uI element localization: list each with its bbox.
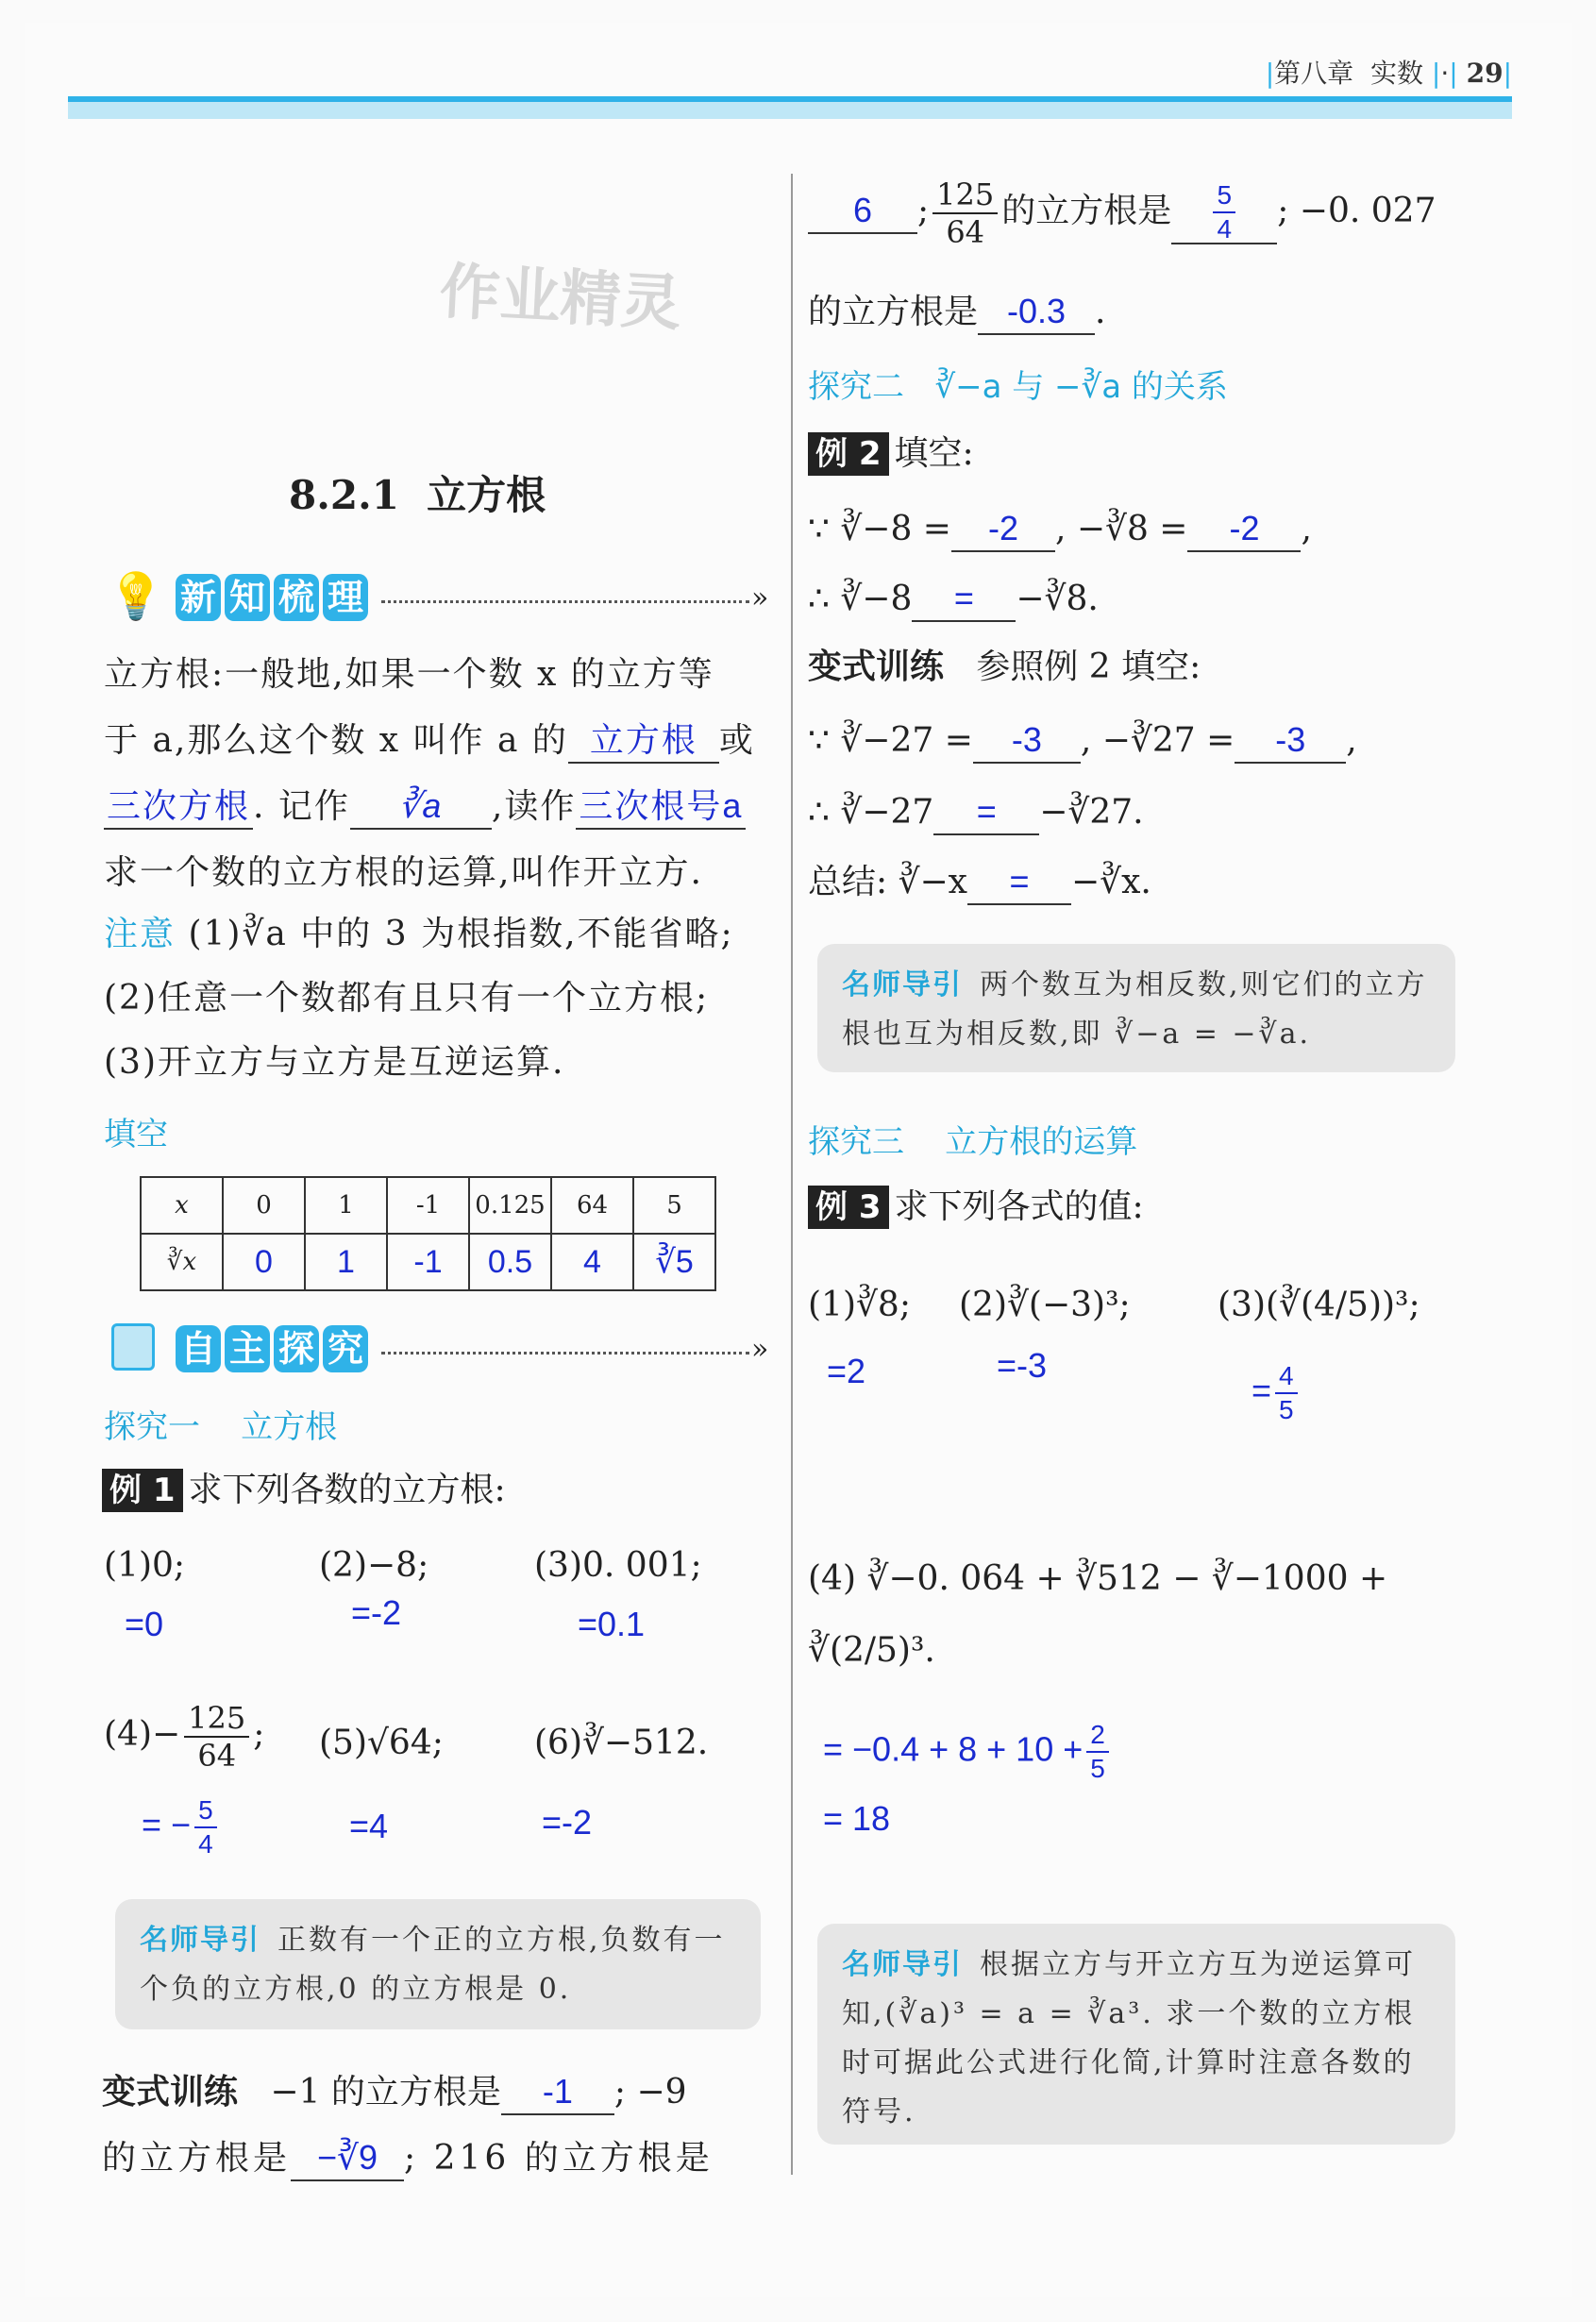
answer-line: = −0.4 + 8 + 10 + bbox=[823, 1729, 1084, 1769]
table-cell: 64 bbox=[551, 1177, 633, 1234]
header-bar-light bbox=[68, 102, 1512, 119]
ex3-a4-line1 bbox=[823, 1722, 1113, 1782]
def-text: 或 bbox=[718, 721, 755, 760]
text: 的立方根是 bbox=[808, 293, 979, 331]
numerator: 125 bbox=[184, 1703, 249, 1738]
table-header: x bbox=[141, 1177, 223, 1234]
variant2-heading bbox=[808, 644, 1201, 691]
section-title: 8.2.1 立方根 bbox=[289, 472, 546, 518]
ex3-a2: =-3 bbox=[997, 1346, 1048, 1385]
self-explore-banner bbox=[108, 1321, 768, 1378]
table-answer: 0.5 bbox=[469, 1234, 551, 1290]
note-label: 名师导引 bbox=[140, 1924, 260, 1957]
banner-char: 究 bbox=[323, 1325, 368, 1372]
ex1-a2: =-2 bbox=[351, 1593, 402, 1632]
fill-table bbox=[140, 1176, 716, 1291]
answer-blank: 6 bbox=[808, 189, 917, 234]
ex1-a1: =0 bbox=[125, 1605, 164, 1643]
banner-char: 主 bbox=[225, 1325, 270, 1372]
note-line-1 bbox=[104, 902, 783, 967]
math-text: −∛8. bbox=[1016, 580, 1099, 618]
note-label: 注意 bbox=[104, 915, 176, 953]
fraction bbox=[1213, 182, 1235, 243]
table-answer: 4 bbox=[551, 1234, 633, 1290]
numerator: 5 bbox=[1213, 182, 1235, 213]
definition-block bbox=[104, 642, 774, 906]
def-text: ,读作 bbox=[491, 787, 577, 826]
v2-line-2 bbox=[808, 789, 1144, 836]
watermark: 作业精灵 bbox=[437, 257, 683, 340]
example-badge: 例 3 bbox=[808, 1186, 889, 1229]
answer-blank: ∛a bbox=[350, 784, 492, 830]
notes-block bbox=[104, 902, 783, 1095]
ex1-q4: (4)− $\frac{125}{64}$ ; bbox=[104, 1700, 265, 1774]
example2-heading bbox=[808, 430, 974, 478]
math-text: ∴ ∛−27 bbox=[808, 793, 934, 832]
question-text: (4)− bbox=[104, 1715, 181, 1754]
ex3-q4b: ∛(2/5)³. bbox=[808, 1631, 935, 1670]
answer-blank: 三次根号a bbox=[576, 784, 746, 830]
banner-char: 自 bbox=[176, 1325, 221, 1372]
page-number: 29 bbox=[1466, 58, 1504, 89]
banner-char: 新 bbox=[176, 574, 221, 621]
table-cell: 1 bbox=[305, 1177, 387, 1234]
lightbulb-icon: 💡 bbox=[108, 570, 164, 623]
text: 的立方根是 bbox=[1001, 192, 1172, 230]
note-label: 名师导引 bbox=[842, 968, 963, 1001]
example-text: 填空: bbox=[894, 434, 974, 473]
ex3-a1: =2 bbox=[827, 1352, 866, 1390]
banner-dots bbox=[381, 600, 749, 603]
fraction bbox=[184, 1700, 249, 1774]
def-line-4: 求一个数的立方根的运算,叫作开立方. bbox=[104, 853, 703, 892]
chapter-title: 实数 bbox=[1369, 58, 1423, 89]
table-row bbox=[141, 1234, 715, 1290]
note-text: (1)∛a 中的 3 为根指数,不能省略; bbox=[188, 915, 734, 953]
math-text: 总结: ∛−x bbox=[808, 863, 967, 901]
ex3-q4: (4) ∛−0. 064 + ∛512 − ∛−1000 + bbox=[808, 1559, 1388, 1598]
ex3-q3: (3)(∛(4/5))³; bbox=[1218, 1286, 1420, 1324]
banner-dots bbox=[381, 1352, 749, 1354]
book-icon bbox=[111, 1323, 155, 1371]
ex1-a4 bbox=[142, 1797, 221, 1858]
denominator: 4 bbox=[1217, 214, 1233, 244]
math-text: −∛x. bbox=[1070, 863, 1151, 901]
math-text: ∵ ∛−8 = bbox=[808, 510, 951, 548]
variant-text: −1 的立方根是 bbox=[270, 2073, 501, 2112]
numerator: 4 bbox=[1275, 1363, 1298, 1394]
answer-blank: = bbox=[912, 577, 1016, 622]
answer-blank: -2 bbox=[1187, 507, 1301, 552]
v2-line-1: ∵ ∛−27 = -3 , −∛27 = -3 , bbox=[808, 717, 1357, 765]
table-answer: ∛5 bbox=[633, 1234, 715, 1290]
table-answer: 1 bbox=[305, 1234, 387, 1290]
math-text: , −∛8 = bbox=[1054, 510, 1188, 548]
variant-label: 变式训练 bbox=[102, 2073, 239, 2112]
ex1-q5: (5)√64; bbox=[319, 1724, 444, 1762]
ex1-a3: =0.1 bbox=[578, 1605, 646, 1643]
example-text: 求下列各数的立方根: bbox=[188, 1471, 506, 1509]
answer-prefix: = bbox=[1252, 1371, 1272, 1410]
header-sep: · bbox=[1440, 58, 1450, 89]
math-text: , −∛27 = bbox=[1080, 721, 1235, 760]
chevron-right-icon: » bbox=[751, 581, 769, 614]
variant-text: 参照例 2 填空: bbox=[976, 648, 1201, 686]
numerator: 5 bbox=[194, 1797, 217, 1828]
denominator: 4 bbox=[198, 1829, 213, 1859]
example-text: 求下列各式的值: bbox=[894, 1187, 1144, 1226]
header-text: |第八章 实数 |·| 29| bbox=[1265, 58, 1512, 89]
explore1-title: 探究一 立方根 bbox=[104, 1408, 338, 1446]
text: ; −0. 027 bbox=[1277, 192, 1436, 230]
banner-char: 探 bbox=[274, 1325, 319, 1372]
ex1-q6: (6)∛−512. bbox=[534, 1724, 709, 1762]
table-cell: 0.125 bbox=[469, 1177, 551, 1234]
teacher-note bbox=[817, 1924, 1455, 2145]
def-line-3 bbox=[104, 774, 774, 840]
ex1-q2: (2)−8; bbox=[319, 1546, 429, 1585]
variant1-line-2 bbox=[102, 2126, 781, 2192]
answer-blank: -1 bbox=[501, 2070, 614, 2115]
banner-char: 知 bbox=[225, 574, 270, 621]
note-text: 根据立方与开立方互为逆运算可知,(∛a)³ = a = ∛a³. 求一个数的立方根时可据此公式进行化简,计算时注意各数的符号. bbox=[842, 1948, 1416, 2128]
variant-label: 变式训练 bbox=[808, 648, 945, 686]
variant-text: 的立方根是 bbox=[102, 2139, 292, 2178]
right-line-2: 的立方根是 -0.3 . bbox=[808, 289, 1105, 336]
banner-char: 梳 bbox=[274, 574, 319, 621]
table-cell: 0 bbox=[223, 1177, 305, 1234]
ex2-line-2 bbox=[808, 576, 1099, 623]
ex3-q1: (1)∛8; bbox=[808, 1286, 911, 1324]
new-knowledge-banner bbox=[108, 570, 768, 627]
variant1-line-1 bbox=[102, 2060, 781, 2126]
answer-blank: 立方根 bbox=[568, 718, 719, 764]
answer-blank: -2 bbox=[951, 507, 1055, 552]
table-answer: -1 bbox=[387, 1234, 469, 1290]
answer-blank: -0.3 bbox=[978, 290, 1095, 335]
variant-text: ; −9 bbox=[613, 2073, 687, 2112]
fraction bbox=[1275, 1363, 1298, 1423]
answer-prefix: = − bbox=[142, 1805, 192, 1844]
table-row bbox=[141, 1177, 715, 1234]
chevron-right-icon: » bbox=[751, 1333, 769, 1366]
note-line-3: (3)开立方与立方是互逆运算. bbox=[104, 1043, 565, 1082]
numerator: 125 bbox=[932, 179, 998, 214]
example-badge: 例 2 bbox=[808, 432, 889, 476]
explore-expr: ∛−a 与 −∛a 的关系 bbox=[934, 368, 1228, 406]
answer-blank: -3 bbox=[973, 718, 1081, 764]
table-header: ∛x bbox=[141, 1234, 223, 1290]
explore3-title: 探究三 立方根的运算 bbox=[808, 1123, 1138, 1161]
chapter: 第八章 bbox=[1274, 58, 1354, 89]
explore2-title bbox=[808, 361, 1228, 407]
table-cell: -1 bbox=[387, 1177, 469, 1234]
note-line-2: (2)任意一个数都有且只有一个立方根; bbox=[104, 979, 710, 1018]
math-text: ∵ ∛−27 = bbox=[808, 721, 973, 760]
answer-blank: −∛9 bbox=[291, 2136, 404, 2181]
table-cell: 5 bbox=[633, 1177, 715, 1234]
math-text: ∴ ∛−8 bbox=[808, 580, 913, 618]
ex1-a5: =4 bbox=[349, 1807, 389, 1845]
fraction bbox=[194, 1797, 217, 1858]
table-answer: 0 bbox=[223, 1234, 305, 1290]
ex1-q1: (1)0; bbox=[104, 1546, 186, 1585]
ex1-a6: =-2 bbox=[542, 1803, 593, 1842]
numerator: 2 bbox=[1086, 1722, 1109, 1753]
fraction bbox=[1086, 1722, 1109, 1782]
math-text: −∛27. bbox=[1039, 793, 1144, 832]
note-text: 两个数互为相反数,则它们的立方根也互为相反数,即 ∛−a = −∛a. bbox=[842, 968, 1428, 1051]
explore-title: 探究二 bbox=[808, 368, 904, 406]
summary-line bbox=[808, 859, 1151, 906]
answer-blank: = bbox=[967, 860, 1071, 905]
example1-heading bbox=[102, 1467, 506, 1514]
ex3-q2: (2)∛(−3)³; bbox=[959, 1286, 1131, 1324]
denominator: 5 bbox=[1090, 1754, 1105, 1783]
answer-blank: -3 bbox=[1235, 718, 1346, 764]
page bbox=[25, 23, 1572, 2297]
header bbox=[68, 55, 1512, 102]
def-line-1: 立方根:一般地,如果一个数 x 的立方等 bbox=[104, 655, 714, 694]
example-badge: 例 1 bbox=[102, 1469, 183, 1512]
column-divider bbox=[791, 174, 793, 2175]
ex3-a4-line2: = 18 bbox=[823, 1799, 891, 1838]
answer-blank: 三次方根 bbox=[104, 784, 253, 830]
right-line-1: 6 ; $\frac{125}{64}$ 的立方根是 $\frac{5}{4}$ ; −0. 027 bbox=[808, 179, 1436, 247]
answer-blank: = bbox=[933, 790, 1039, 835]
denominator: 64 bbox=[946, 214, 985, 250]
ex3-a3 bbox=[1252, 1363, 1302, 1423]
example3-heading bbox=[808, 1184, 1144, 1231]
denominator: 64 bbox=[197, 1738, 237, 1774]
denominator: 5 bbox=[1279, 1395, 1294, 1424]
fill-label: 填空 bbox=[104, 1116, 168, 1153]
ex1-q3: (3)0. 001; bbox=[534, 1546, 702, 1585]
def-text: 于 a,那么这个数 x 叫作 a 的 bbox=[104, 721, 568, 760]
teacher-note bbox=[817, 944, 1455, 1072]
ex2-line-1: ∵ ∛−8 = -2 , −∛8 = -2 , bbox=[808, 506, 1312, 553]
variant-text: ; 216 的立方根是 bbox=[404, 2139, 714, 2178]
def-line-2 bbox=[104, 708, 774, 774]
def-text: . 记作 bbox=[253, 787, 350, 826]
note-text: 正数有一个正的立方根,负数有一个负的立方根,0 的立方根是 0. bbox=[140, 1924, 726, 2006]
banner-char: 理 bbox=[323, 574, 368, 621]
variant1 bbox=[102, 2060, 781, 2192]
fraction bbox=[932, 177, 998, 250]
answer-blank bbox=[1171, 182, 1277, 244]
note-label: 名师导引 bbox=[842, 1948, 963, 1981]
teacher-note bbox=[115, 1899, 761, 2029]
